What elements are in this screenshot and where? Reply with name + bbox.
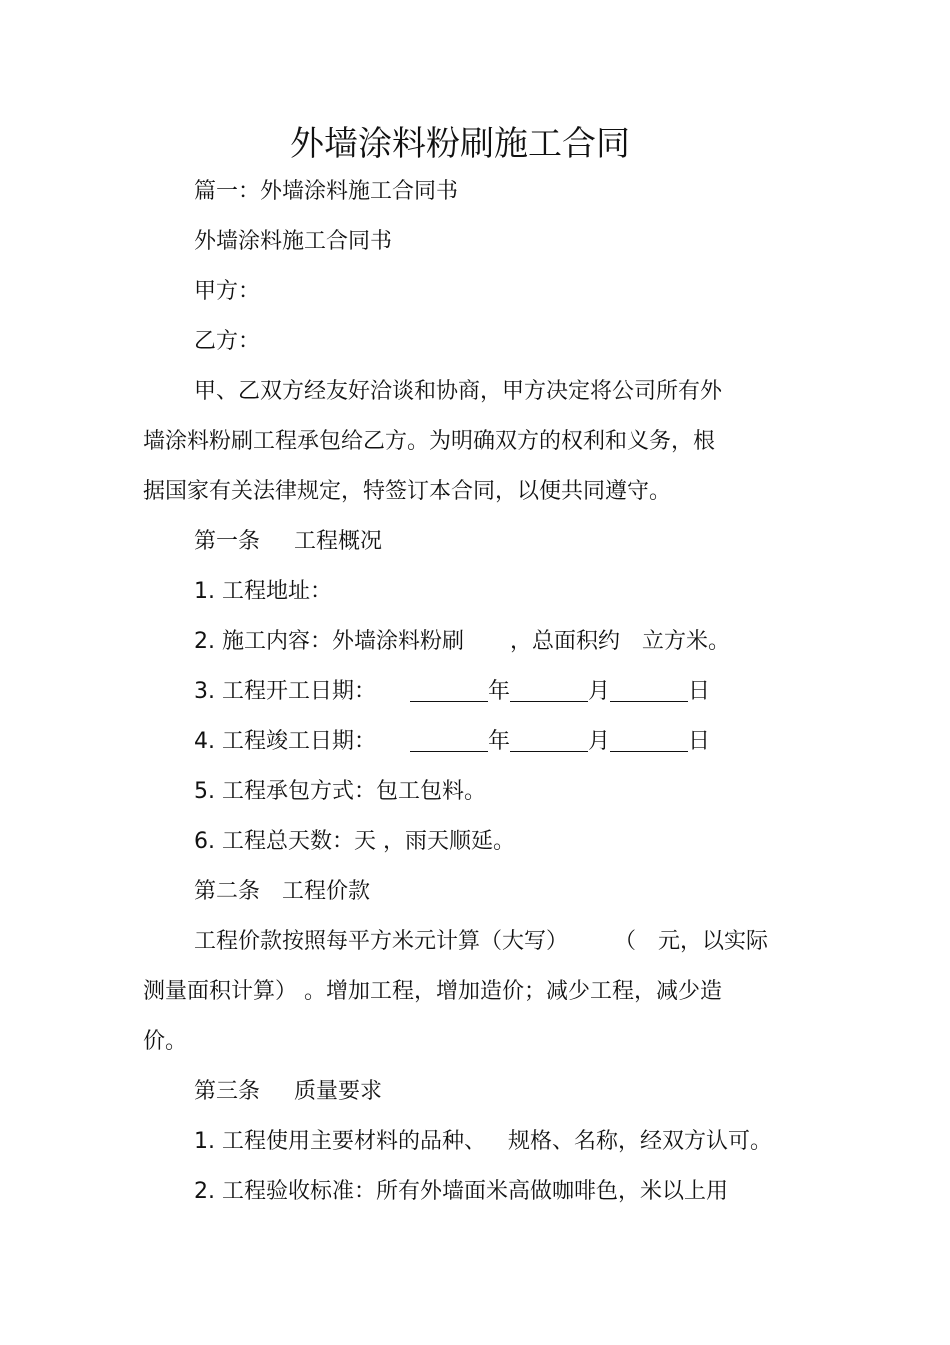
- intro-line-3: 据国家有关法律规定，特签订本合同，以便共同遵守。: [143, 479, 672, 504]
- day-blank: [610, 679, 688, 702]
- item-4-day: 日: [688, 729, 711, 754]
- quality-item-1-b: 规格、名称，经双方认可。: [507, 1129, 772, 1154]
- day-blank: [610, 729, 688, 752]
- price-line-1-c: 元，以实际: [658, 929, 769, 954]
- article-1-number: 第一条: [194, 529, 261, 554]
- item-4-month: 月: [588, 729, 611, 754]
- year-blank: [410, 729, 488, 752]
- intro-line-2: 墙涂料粉刷工程承包给乙方。为明确双方的权利和义务，根: [143, 429, 716, 454]
- item-2-part-c: 立方米。: [642, 629, 731, 654]
- subtitle-2: 外墙涂料施工合同书: [194, 229, 393, 254]
- item-4-label: 4. 工程竣工日期：: [194, 729, 376, 754]
- subtitle-1: 篇一：外墙涂料施工合同书: [194, 179, 459, 204]
- item-5-contract-type: 5. 工程承包方式：包工包料。: [194, 779, 486, 804]
- item-3-year: 年: [487, 679, 510, 704]
- article-3-number: 第三条: [194, 1079, 261, 1104]
- month-blank: [510, 679, 588, 702]
- party-a: 甲方：: [194, 279, 261, 304]
- price-line-3: 价。: [143, 1029, 188, 1054]
- article-3-heading: [194, 1076, 382, 1108]
- month-blank: [510, 729, 588, 752]
- item-2-part-a: 2. 施工内容：外墙涂料粉刷: [194, 629, 464, 654]
- article-3-title: 质量要求: [294, 1079, 383, 1104]
- quality-item-1-a: 1. 工程使用主要材料的品种、: [194, 1129, 486, 1154]
- item-2-part-b: ，总面积约: [509, 629, 620, 654]
- article-2-number: 第二条: [194, 879, 261, 904]
- year-blank: [410, 679, 488, 702]
- price-line-1: [194, 926, 768, 958]
- article-1-heading: [194, 526, 382, 558]
- document-title: 外墙涂料粉刷施工合同: [290, 124, 630, 164]
- party-b: 乙方：: [194, 329, 261, 354]
- item-3-label: 3. 工程开工日期：: [194, 679, 376, 704]
- item-3-start-date: [194, 676, 710, 708]
- quality-item-2: 2. 工程验收标准：所有外墙面米高做咖啡色，米以上用: [194, 1179, 728, 1204]
- item-3-month: 月: [588, 679, 611, 704]
- article-2-heading: [194, 876, 370, 908]
- item-2-content: [194, 626, 730, 658]
- item-6-total-days: 6. 工程总天数：天 ，雨天顺延。: [194, 829, 515, 854]
- price-line-1-a: 工程价款按照每平方米元计算（大写）: [194, 929, 569, 954]
- intro-line-1: 甲、乙双方经友好洽谈和协商，甲方决定将公司所有外: [194, 379, 723, 404]
- item-4-year: 年: [487, 729, 510, 754]
- item-3-day: 日: [688, 679, 711, 704]
- price-line-1-b: （: [614, 929, 637, 954]
- quality-item-1: [194, 1126, 772, 1158]
- article-1-title: 工程概况: [294, 529, 383, 554]
- item-4-end-date: [194, 726, 710, 758]
- price-line-2: 测量面积计算） 。增加工程，增加造价；减少工程，减少造: [143, 979, 722, 1004]
- item-1-site: 1. 工程地址：: [194, 579, 332, 604]
- article-2-title: 工程价款: [282, 879, 371, 904]
